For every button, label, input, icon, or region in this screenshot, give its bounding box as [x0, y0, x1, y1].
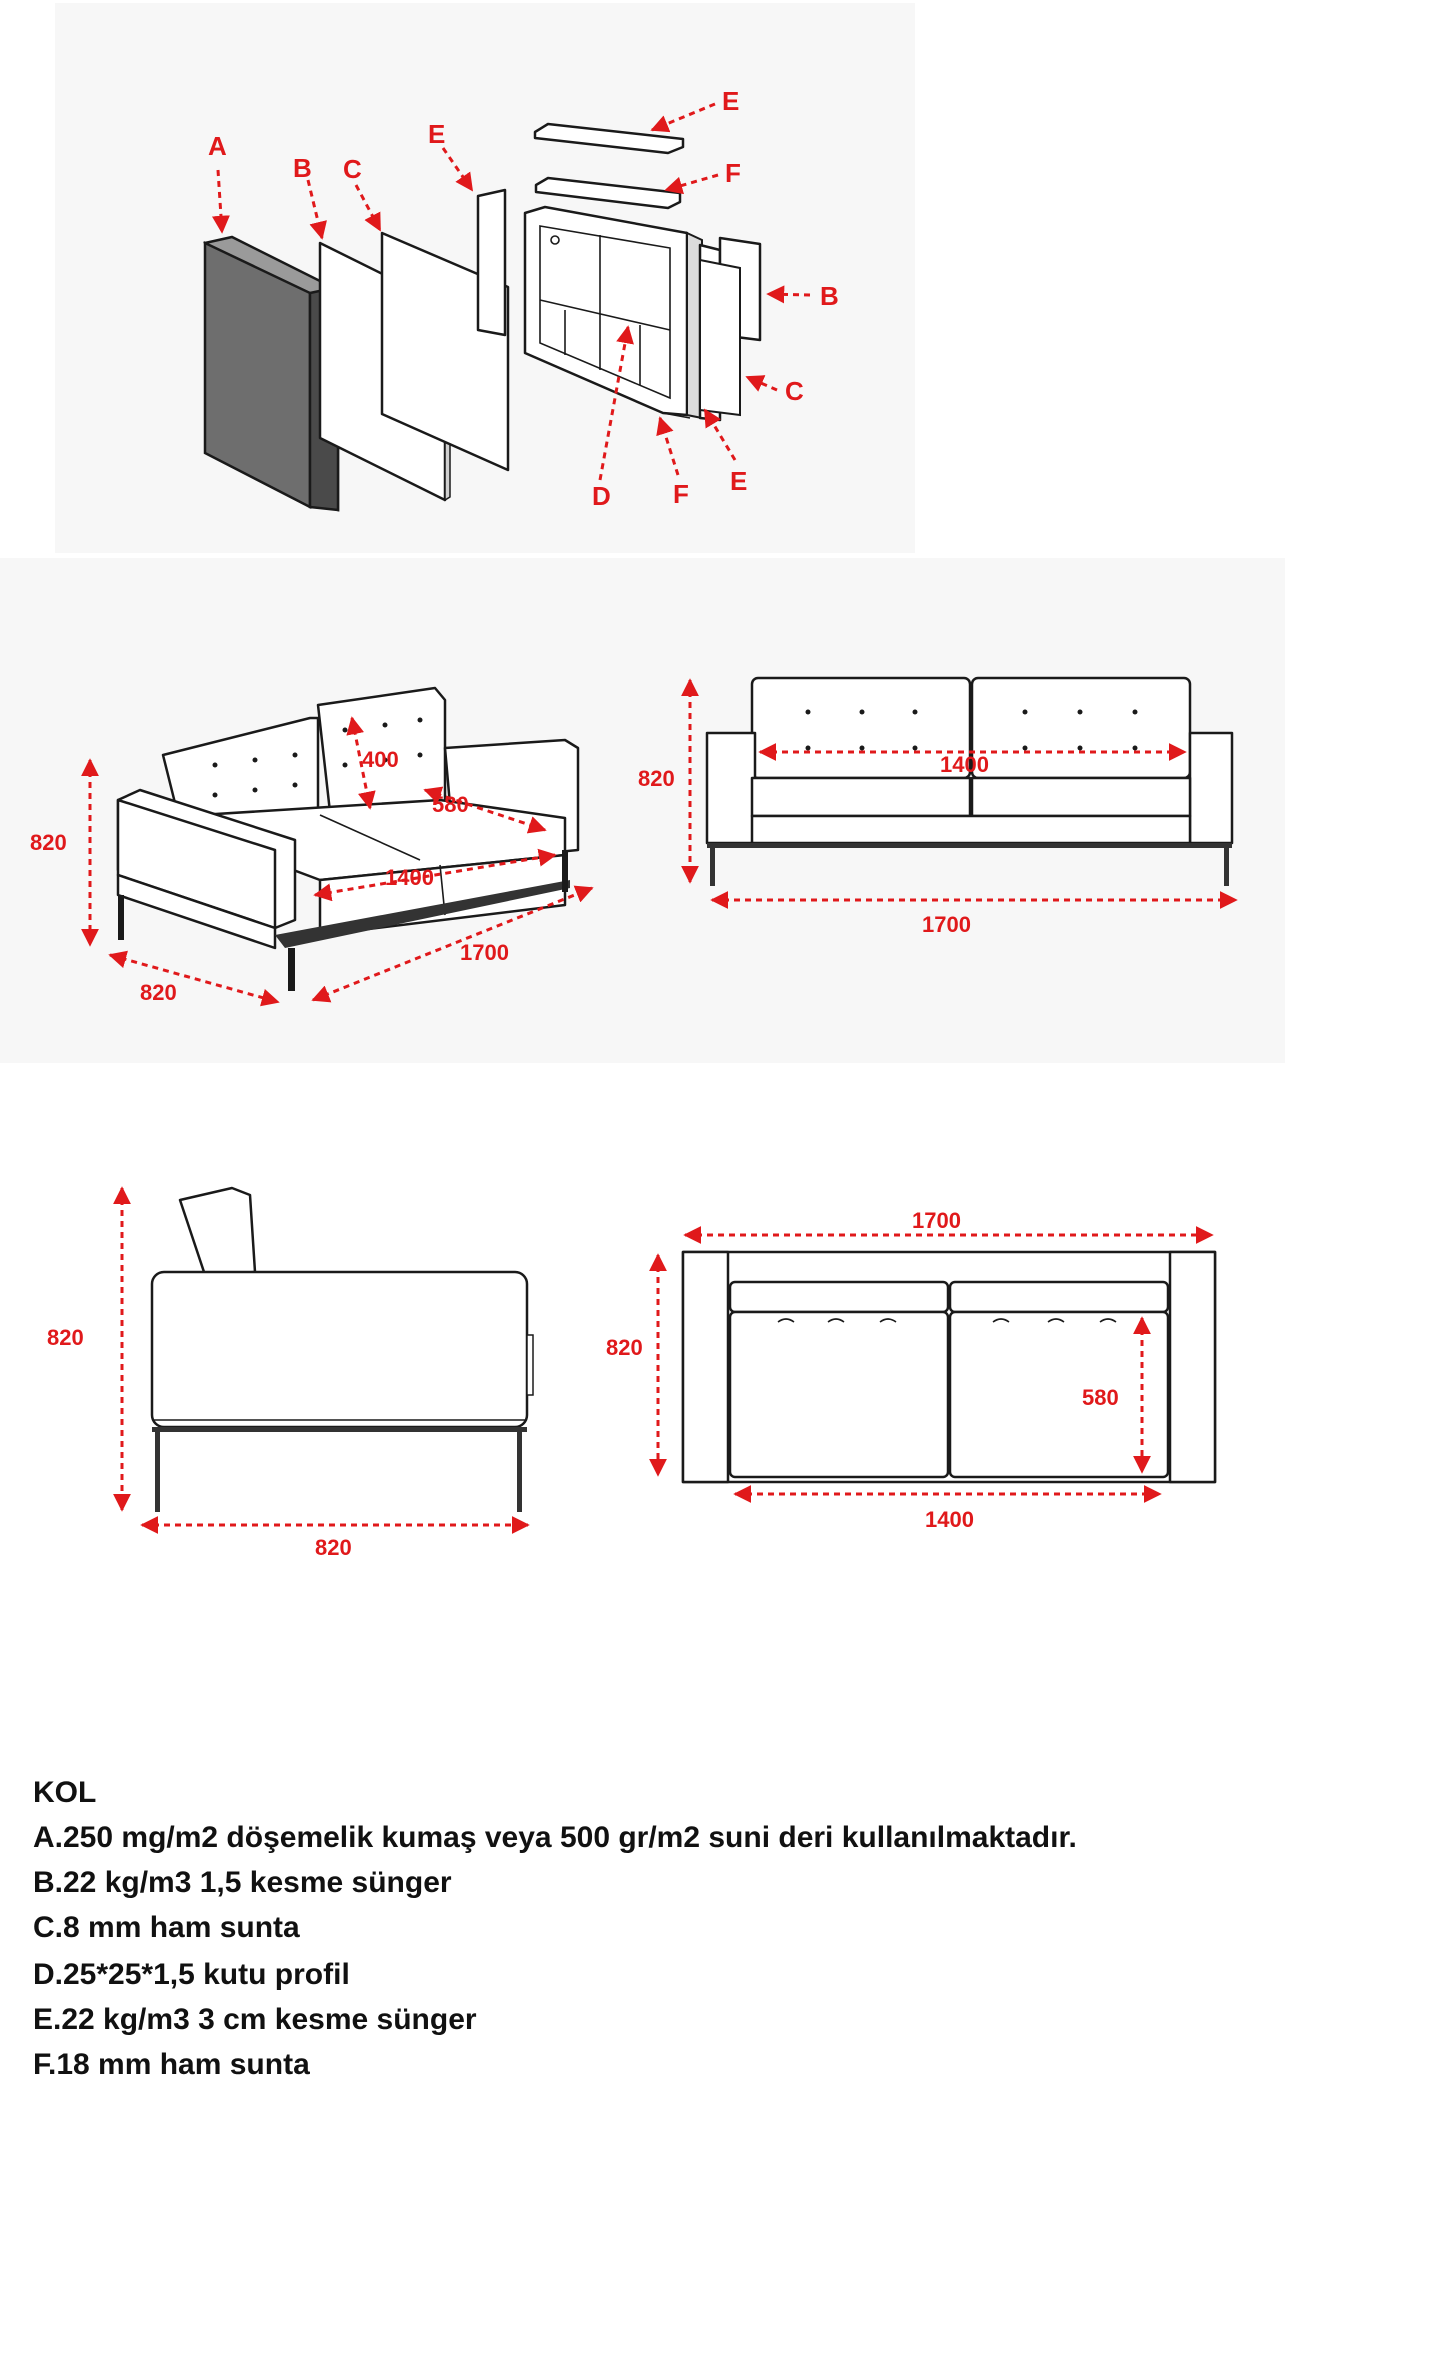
text-width: 1700 — [912, 1208, 961, 1233]
panel-c-right — [700, 260, 740, 415]
arm-right — [1170, 1252, 1215, 1482]
label-c-right: C — [785, 376, 804, 406]
label-e-top: E — [722, 86, 740, 116]
label-b: B — [293, 153, 312, 183]
leg — [118, 895, 124, 940]
base-rail — [707, 843, 1232, 848]
fabric-flap — [527, 1335, 533, 1395]
back-cushion-left — [730, 1282, 948, 1312]
label-d: D — [592, 481, 611, 511]
legend-item-e: E.22 kg/m3 3 cm kesme sünger — [33, 2003, 477, 2036]
side-view — [47, 1188, 533, 1560]
label-f-top: F — [725, 158, 741, 188]
arm-left — [707, 733, 755, 843]
text-width: 1700 — [460, 940, 509, 965]
text-height: 820 — [638, 766, 675, 791]
legend-item-f: F.18 mm ham sunta — [33, 2048, 310, 2081]
text-depth: 820 — [315, 1535, 352, 1560]
leg-left — [710, 848, 715, 886]
label-b-right: B — [820, 281, 839, 311]
text-seat-width: 1400 — [925, 1507, 974, 1532]
leg — [562, 850, 568, 892]
label-e-bottom: E — [730, 466, 748, 496]
text-height: 820 — [47, 1325, 84, 1350]
text-width: 1700 — [922, 912, 971, 937]
legend-item-b: B.22 kg/m3 1,5 kesme sünger — [33, 1866, 452, 1899]
text-seat-width: 1400 — [940, 752, 989, 777]
label-f-bottom: F — [673, 479, 689, 509]
arm-right — [1190, 733, 1232, 843]
label-a: A — [208, 131, 227, 161]
seat-cushion-left — [752, 778, 970, 816]
legend-item-a: A.250 mg/m2 döşemelik kumaş veya 500 gr/m2 suni deri kullanılmaktadır. — [33, 1821, 1077, 1854]
back-cushion-right — [950, 1282, 1168, 1312]
text-height: 820 — [30, 830, 67, 855]
arm-left — [683, 1252, 728, 1482]
text-depth: 820 — [140, 980, 177, 1005]
seat-base — [752, 816, 1190, 843]
seat-cushion-right — [950, 1312, 1168, 1477]
label-e: E — [428, 119, 446, 149]
leg-back — [517, 1432, 522, 1512]
seat-cushion-left — [730, 1312, 948, 1477]
text-seat-depth: 580 — [432, 792, 469, 817]
text-seat-depth: 580 — [1082, 1385, 1119, 1410]
text-seat-width: 1400 — [385, 865, 434, 890]
top-view — [606, 1208, 1215, 1532]
leg-front — [155, 1432, 160, 1512]
base-rail — [152, 1427, 527, 1432]
legend-item-d: D.25*25*1,5 kutu profil — [33, 1958, 350, 1991]
back-cushion-left — [752, 678, 970, 778]
side-body — [152, 1272, 527, 1427]
seat-cushion-right — [972, 778, 1190, 816]
label-c: C — [343, 154, 362, 184]
text-back-height: 400 — [362, 747, 399, 772]
materials-legend — [33, 1770, 1333, 2087]
backrest — [180, 1188, 255, 1275]
legend-title: KOL — [33, 1776, 97, 1809]
strip-e — [478, 190, 505, 335]
leg-right — [1224, 848, 1229, 886]
text-depth: 820 — [606, 1335, 643, 1360]
back-cushion-right — [972, 678, 1190, 778]
leg — [288, 948, 295, 991]
legend-item-c: C.8 mm ham sunta — [33, 1911, 300, 1944]
